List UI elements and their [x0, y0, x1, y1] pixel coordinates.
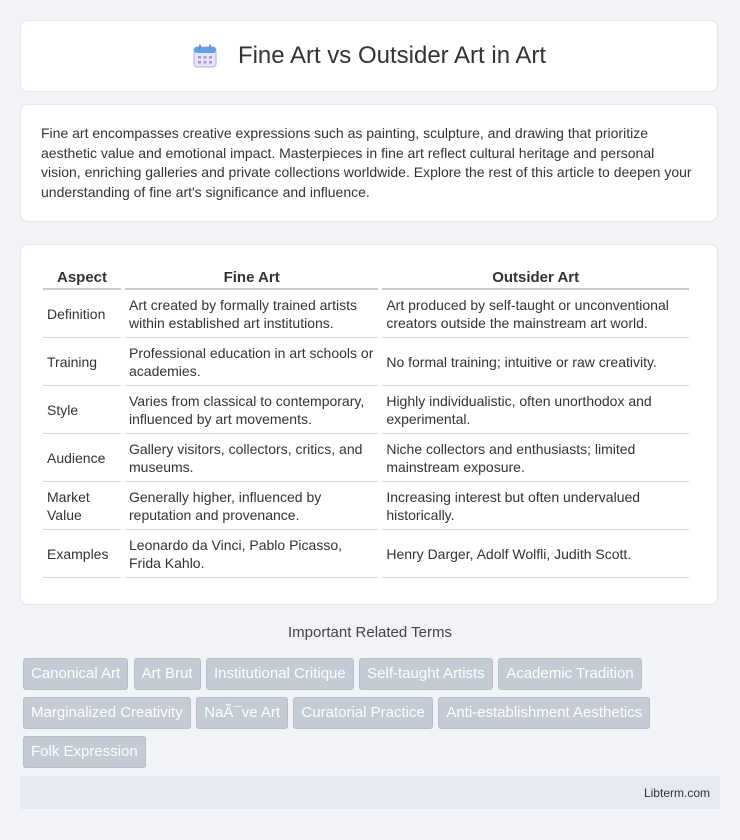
header-aspect: Aspect [43, 265, 121, 290]
related-tag[interactable]: Curatorial Practice [293, 697, 432, 729]
row-outsider-art: Highly individualistic, often unorthodox and experimental. [382, 386, 689, 434]
header-fine-art: Fine Art [125, 265, 378, 290]
row-fine-art: Generally higher, influenced by reputation and provenance. [125, 482, 378, 530]
row-outsider-art: No formal training; intuitive or raw creativity. [382, 338, 689, 386]
related-tag[interactable]: Institutional Critique [206, 658, 354, 690]
table-row [43, 530, 689, 578]
calendar-icon [192, 43, 218, 69]
row-fine-art: Varies from classical to contemporary, influenced by art movements. [125, 386, 378, 434]
header-card [20, 20, 718, 92]
row-aspect: Examples [43, 530, 121, 578]
comparison-card [20, 244, 718, 605]
row-outsider-art: Art produced by self-taught or unconventional creators outside the mainstream art world. [382, 290, 689, 338]
row-aspect: Market Value [43, 482, 121, 530]
related-tag[interactable]: Academic Tradition [498, 658, 642, 690]
footer-site-link[interactable]: Libterm.com [643, 785, 710, 800]
table-row [43, 290, 689, 338]
related-tag[interactable]: Folk Expression [23, 736, 146, 768]
related-tag[interactable]: Anti-establishment Aesthetics [438, 697, 650, 729]
related-tag[interactable]: Art Brut [134, 658, 201, 690]
related-tag[interactable]: Self-taught Artists [359, 658, 493, 690]
related-terms-list [23, 658, 723, 775]
page-title: Fine Art vs Outsider Art in Art [237, 42, 547, 69]
header-outsider-art: Outsider Art [382, 265, 689, 290]
row-aspect: Style [43, 386, 121, 434]
row-fine-art: Leonardo da Vinci, Pablo Picasso, Frida Kahlo. [125, 530, 378, 578]
intro-card [20, 104, 718, 222]
footer [20, 776, 720, 809]
table-header-row [43, 265, 689, 290]
row-outsider-art: Niche collectors and enthusiasts; limited mainstream exposure. [382, 434, 689, 482]
row-aspect: Definition [43, 290, 121, 338]
related-tag[interactable]: NaÃ¯ve Art [196, 697, 288, 729]
row-fine-art: Professional education in art schools or academies. [125, 338, 378, 386]
row-fine-art: Gallery visitors, collectors, critics, and museums. [125, 434, 378, 482]
row-fine-art: Art created by formally trained artists within established art institutions. [125, 290, 378, 338]
row-aspect: Training [43, 338, 121, 386]
related-tag[interactable]: Marginalized Creativity [23, 697, 191, 729]
table-row [43, 434, 689, 482]
row-aspect: Audience [43, 434, 121, 482]
row-outsider-art: Henry Darger, Adolf Wolfli, Judith Scott. [382, 530, 689, 578]
intro-paragraph: Fine art encompasses creative expressions such as painting, sculpture, and drawing that prioritize aesthetic value and emotional impact. Masterpieces in fine art reflect cultural heritage and personal vision, enriching galleries and private collections worldwide. Explore the rest of this article to deepen your understanding of fine art's significance and influence. [41, 125, 692, 200]
table-row [43, 338, 689, 386]
table-row [43, 386, 689, 434]
related-tag[interactable]: Canonical Art [23, 658, 128, 690]
table-row [43, 482, 689, 530]
comparison-table [39, 265, 693, 578]
related-terms-title: Important Related Terms [288, 624, 452, 641]
row-outsider-art: Increasing interest but often undervalued historically. [382, 482, 689, 530]
